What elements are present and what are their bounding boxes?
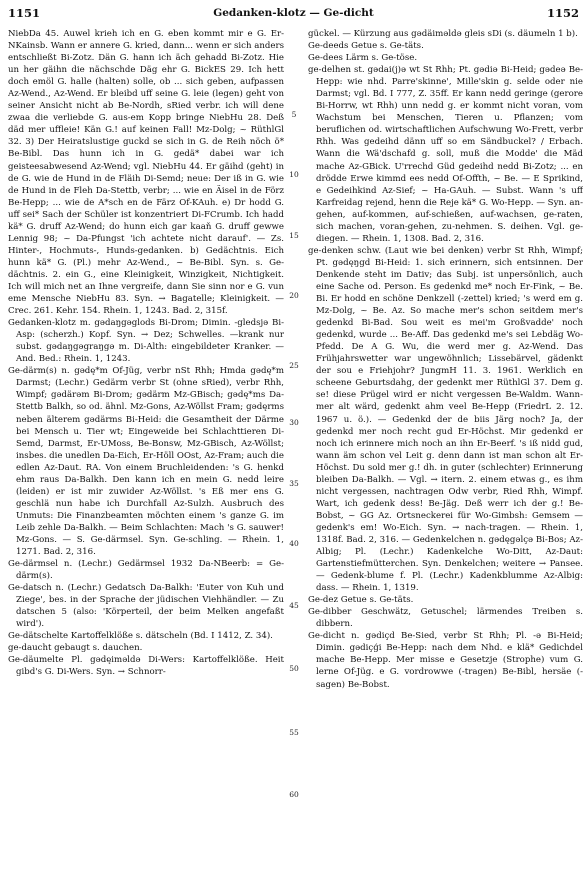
running-header [0,6,587,24]
dictionary-entry: Ge-därm(s) n. gədę*m Of-Jüg, verbr nSt Rhh; Hmda gədę*m Darmst; (Lechr.) Gedärm verbr St (ohne sRied), verbr Rhh, Wimpf; gədärəm Bi-Drom; gədärm Mz-GBisch; gədę*ms Da-Stettb Balkh, so od. ähnl. Mz-Gons, Az-Wöllst Fram; gədęrms neben älterem gədärms Bi-Heid: die Gesamtheit der Därme bei Mensch u. Tier wt; Eingeweide bei Schlachttieren Di-Semd, Darmst, Er-UMoss, Be-Bonsw, Mz-GBisch, Az-Wöllst; insbes. die unedlen Da-Eich, Er-Höll OOst, Az-Fram; auch die edlen Az-Daut. RA. Von einem Bruchleidenden: 's G. henkd ehm raus Da-Balkh. Den kann ich en mein G. nedd leire (leiden) er ist mir zuwider Az-Wöllst. 's Eß mer ens G. geschlä nun habe ich Durchfall Az-Sulzh. Ausbruch des Unmuts: Die Finanzbeamten möchten einem 's ganze G. im Leib zehle Da-Balkh. — Beim Schlachten: Mach 's G. sauwer! Mz-Gons. — S. Ge-därmsel. Syn. Ge-schling. — Rhein. 1, 1271. Bad. 2, 316. [8,366,284,558]
dictionary-entry: Ge-dez Getue s. Ge-täts. [308,595,414,606]
line-number: 40 [289,539,299,548]
line-number: 10 [289,170,299,179]
line-number: 25 [289,361,299,370]
line-number: 5 [291,110,297,119]
line-number: 60 [289,790,299,799]
dictionary-entry: Ge-dätschelte Kartoffelklöße s. dätscheln (Bd. I 1412, Z. 34). [8,631,273,642]
page-number-left: 1151 [8,6,41,20]
dictionary-entry: NiebDa 45. Auwel krieh ich en G. eben kommt mir e G. Er-NKainsb. Wann er annere G. kried, dann... wenn er sich anders entschließt Bi-Zotz. Dän G. hann ich äch gehadd Bi-Zotz. Hie un her gäihn die nächschde Däg ehr G. BickES 29. Ich hett doch emöl G. halle (halten) solle, ob ... sich geben, aufpassen Az-Wend., Az-Wend. Er bleibd uff seine G. leie (legen) geht von seiner Ansicht nicht ab Be-Nordh, sRied verbr. ich will dene zwaa die verliebde G. aus-em Kopp bringe NiebHu 28. Deß däd mer uffleie! Kän G.! auf keinen Fall! Mz-Dolg; ~ RüthlGl 32. 3) Der Heiratslustige guckd se sich in G. de Reih nöch ö* Be-Bibl. Das hunn ich in G. gedä* dabei war ich geisteesabwesend Az-Wend; vgl. NiebHu 44. Er gäihd (geht) in de G. wie de Hund in de Fläih Di-Semd; neue: Der iß in G. wie de Hund in de Fleh Da-Stettb, verbr; ... wie en Äisel in de Förz Be-Hepp; ... wie de A*sch en de Färz Of-KAuh. e) Dr hodd G. uff sei* Sach der Schüler ist konzentriert Di-FCrumb. Ich hadd kä* G. druff Az-Wend; do hunn eich gar kaaň G. druff gewwe Lennig 98; ~ Da-Pfungst 'ich achtete nicht darauf'. — Zs. Hinter-, Hochmuts-, Hunds-gedanken. b) Gedächtnis. Eich hunn kä* G. (Pl.) mehr Az-Wend., ~ Be-Bibl. Syn. s. Ge-dächtnis. 2. ein G., eine Kleinigkeit, Winzigkeit, Nichtigkeit. Ich will mich net an Ihne vergreife, dann Sie sinn nor e G. vun eme Mensche NiebHu 83. Syn. → Bagatelle; Kleinigkeit. — Crec. 261. Kehr. 154. Rhein. 1, 1243. Bad. 2, 315f. [8,29,284,317]
dictionary-entry: Ge-dibber Geschwätz, Getuschel; lärmendes Treiben s. dibbern. [308,607,583,630]
dictionary-entry: Ge-dees Lärm s. Ge-töse. [308,53,418,64]
dictionary-entry: ge-daucht gebaugt s. dauchen. [8,643,143,654]
page-number-right: 1152 [546,6,579,20]
dictionary-entry: Gedanken-klotz m. gədaŋgəglods Bi-Drom; Dimin. -gledsjə Bi-Asp: (scherzh.) Kopf. Syn. → Dez; Schwelles. —krank nur subst. gədaŋgəgraŋgə m. Di-Alth: eingebildeter Kranker. — And. Bed.: Rhein. 1, 1243. [8,318,284,365]
dictionary-entry: Ge-däumelte Pl. gədęiməldə Di-Wers: Kartoffelklöße. Heit gibd's G. Di-Wers. Syn. → Schnorr- [8,655,284,678]
dictionary-entry: Ge-därmsel n. (Lechr.) Gedärmsel 1932 Da-NBeerb: = Ge-därm(s). [8,559,284,582]
dictionary-entry: Ge-datsch n. (Lechr.) Gedatsch Da-Balkh: 'Euter von Kuh und Ziege', bes. in der Sprache der jüdischen Viehhändler. — Zu datschen 5 (also: 'Körperteil, der beim Melken angefaßt wird'). [8,583,284,630]
running-title: Gedanken-klotz — Ge-dicht [213,7,374,19]
dictionary-entry: ge-delhen st. gədai(j)ə wt St Rhh; Pt. gədiə Bi-Heid; gədeə Be-Hepp: wie nhd. Parre'skinne', Mille'skin g. selde oder nie Darmst; vgl. Bd. I 777, Z. 35ff. Er kann nedd geringe (gerore Bi-Horrw, wt Rhh) unn nedd g. er kommt nicht voran, vom Wachstum bei Menschen, Tieren u. Pflanzen; vom beruflichen od. wirtschaftlichen Aufschwung Wo-Frett, verbr Rhh. Was gedeihd dänn uff so em Sändbuckel? / Erbach. Wann die Wä'dschafd g. soll, muß die Modde' die Mäd mache Az-GBick. U'rrechd Güd gedeihd nedd Bi-Zotz; ... en drödde Erwe kimmd ees nedd Of-Offth, ~ Be. — E Sprikind, e Gedeihkind Az-Sief; ~ Ha-GAuh. — Subst. Wann 's uff Karfreidag rejend, henn die Reje kä* G. Wo-Hepp. — Syn. an-gehen, auf-kommen, auf-schießen, auf-wachsen, ge-raten, sich machen, voran-gehen, zu-nehmen. S. deihen. Vgl. ge-diegen. — Rhein. 1, 1308. Bad. 2, 316. [308,65,583,244]
dictionary-entry: gückel. — Kürzung aus gədäiməldə gleis sDi (s. däumeln 1 b). [308,29,578,39]
line-number: 50 [289,664,299,673]
dictionary-entry: Ge-dicht n. gədiçd Be-Sied, verbr St Rhh; Pl. -ə Bi-Heid; Dimin. gədiçǵi Be-Hepp: nach dem Nhd. e klä* Gedichdel mache Be-Hepp. Mer misse e Gesetzje (Strophe) vum G. lerne Of-Jüg. e G. vordrowwe (-tragen) Be-Bibl, hersäe (-sagen) Be-Bobst. [308,631,583,690]
line-number: 15 [289,231,299,240]
line-number: 20 [289,291,299,300]
right-column [308,28,583,866]
line-number: 55 [289,728,299,737]
dictionary-entry: Ge-deeds Getue s. Ge-täts. [308,41,424,52]
left-column [8,28,284,866]
line-number: 45 [289,601,299,610]
line-number: 35 [289,479,299,488]
dictionary-entry: ge-denken schw. (Laut wie bei denken) verbr St Rhh, Wimpf; Pt. gədęŋgd Bi-Heid: 1. sich erinnern, sich entsinnen. Der Denkende steht im Dativ; das Subj. ist unpersönlich, auch eine Sache od. Person. Es gedenkd me* noch Er-Fink, ~ Be. Bi. Er hodd en schöne Denkzell (-zettel) kried; 's werd em g. Mz-Dolg, ~ Be. Az. So mache mer's schon seitdem mer's gedenkd Bi-Bad. Sou weit es mei'm Großvadde' noch gedenkd, wurde ... Be-Aff. Das gedenkd me's sei Lebdäg Wo-Pfedd. De A G. Wu, die werd mer g. Az-Wend. Das Frühjahrswetter war ungewöhnlich; Lissebärvel, gädenkt der sou e Friehjohr? JungmH 11. 3. 1961. Werklich en scheene Geburtsdahg, der gedenkt mer RüthlGl 37. Dem g. se! diese Prügel wird er nicht vergessen Be-Waldm. Wann-mer alt wärd, gedenkt ahm veel Be-Hepp (FriedrL 2. 12. 1967 u. ö.). — Gedenkd der de biis Järg noch? Ja, der gedenkd mer noch recht gud Er-Höchst. Mir gedenkd er noch ich erinnere mich noch an ihn Er-Beerf. 's iß nidd gud, wann äm schon vel Leit g. denn dann ist man schon alt Er-Höchst. Du sold mer g.! dh. in guter (schlechter) Erinnerung bleiben Da-Balkh. — Vgl. → itern. 2. einem etwas g., es ihm nicht vergessen, nachtragen Odw verbr, Ried Rhh, Wimpf. Wart, ich gedenk dess! Be-Jäg. Deß werr ich der g.! Be-Bobst, ~ GG Az. Ortsneckerei für Wo-Gimbsh: Gemsem — gedenk's em! Wo-Eich. Syn. → nach-tragen. — Rhein. 1, 1318f. Bad. 2, 316. — Gedenkelchen n. gədęgəlçə Bi-Bos; Az-Albig; Pl. (Lechr.) Kadenkelche Wo-Ditt, Az-Daut: Gartenstiefmütterchen. Syn. Denkelchen; weitere → Pansee. — Gedenk-blume f. Pl. (Lechr.) Kadenkblumme Az-Albig: dass. — Rhein. 1, 1319. [308,245,583,594]
line-number: 30 [289,418,299,427]
